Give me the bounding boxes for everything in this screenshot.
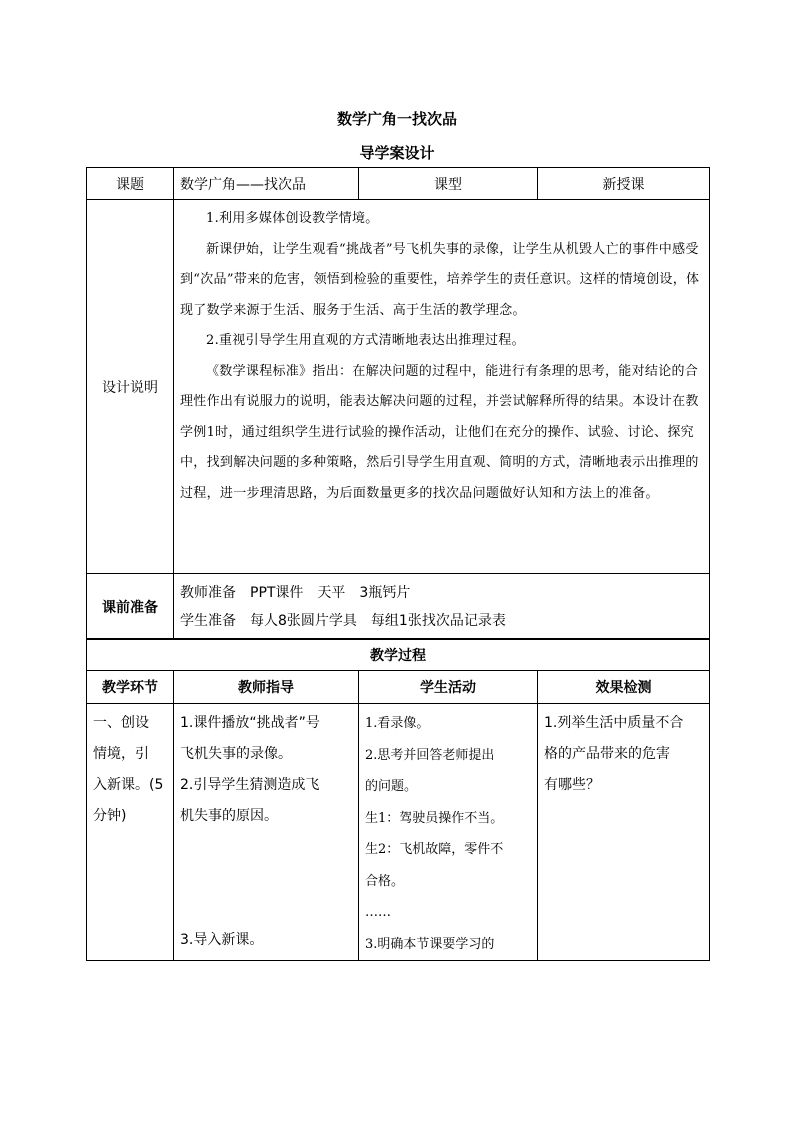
- teacher-line: 3.导入新课。: [180, 932, 264, 948]
- process-heading-row: [87, 639, 710, 671]
- design-paragraph-1: 1.利用多媒体创设教学情境。: [206, 211, 379, 226]
- effect-check: [538, 704, 710, 961]
- student-line: 合格。: [365, 873, 405, 889]
- teacher-guidance: [174, 704, 359, 961]
- lesson-type-label: 课型: [359, 168, 538, 200]
- process-step-row: [87, 704, 710, 961]
- step-name-line: 一、创设: [93, 715, 149, 731]
- student-line: ……: [365, 905, 391, 920]
- prep-row: [87, 574, 710, 640]
- design-paragraph-2: 新课伊始，让学生观看“挑战者”号飞机失事的录像，让学生从机毁人亡的事件中感受到“次品”带来的危害，领悟到检验的重要性，培养学生的责任意识。这样的情境创设，体现了数学来源于生活、服务于生活、高于生活的教学理念。: [180, 241, 700, 318]
- prep-label: 课前准备: [87, 574, 174, 640]
- document-subtitle: 导学案设计: [359, 144, 435, 162]
- check-line: 有哪些？: [544, 777, 600, 793]
- student-activity: [359, 704, 538, 961]
- student-line: 生2：飞机故障，零件不: [365, 842, 504, 857]
- teacher-line: 飞机失事的录像。: [180, 746, 292, 762]
- teacher-line: 机失事的原因。: [180, 808, 278, 824]
- col-header-student: 学生活动: [359, 671, 538, 704]
- topic-label: 课题: [87, 168, 174, 200]
- step-name: [87, 704, 174, 961]
- col-header-stage: 教学环节: [87, 671, 174, 704]
- process-column-headers: [87, 671, 710, 704]
- teacher-spacer: [180, 832, 354, 863]
- topic-value: 数学广角——找次品: [174, 168, 359, 200]
- step-name-line: 分钟): [93, 808, 127, 824]
- col-header-teacher: 教师指导: [174, 671, 359, 704]
- teacher-prep: 教师准备 PPT课件 天平 3瓶钙片: [180, 584, 411, 601]
- teacher-line: 1.课件播放“挑战者”号: [180, 715, 320, 731]
- check-line: 1.列举生活中质量不合: [544, 715, 684, 731]
- col-header-check: 效果检测: [538, 671, 710, 704]
- document-title: 数学广角一找次品: [336, 110, 457, 128]
- teacher-spacer: [180, 894, 354, 925]
- step-name-line: 情境，引: [93, 746, 149, 762]
- student-line: 的问题。: [365, 779, 418, 794]
- teacher-spacer: [180, 863, 354, 894]
- teacher-line: 2.引导学生猜测造成飞: [180, 777, 320, 793]
- teaching-process-table: [86, 638, 710, 961]
- design-paragraph-3: 2.重视引导学生用直观的方式清晰地表达出推理过程。: [206, 333, 525, 348]
- check-line: 格的产品带来的危害: [544, 746, 670, 762]
- student-line: 3.明确本节课要学习的: [365, 936, 495, 952]
- student-line: 1.看录像。: [365, 716, 430, 731]
- design-paragraph-4: 《数学课程标准》指出：在解决问题的过程中，能进行有条理的思考，能对结论的合理性作出有说服力的说明，能表达解决问题的过程，并尝试解释所得的结果。本设计在教学例1时，通过组织学生进行试验的操作活动，让他们在充分的操作、试验、讨论、探究中，找到解决问题的多种策略，然后引导学生用直观、简明的方式，清晰地表示出推理的过程，进一步理清思路，为后面数量更多的找次品问题做好认知和方法上的准备。: [180, 363, 699, 501]
- topic-row: [87, 168, 710, 200]
- student-line: 2.思考并回答老师提出: [365, 747, 495, 763]
- lesson-info-table: [86, 167, 710, 640]
- student-prep: 学生准备 每人8张圆片学具 每组1张找次品记录表: [180, 612, 506, 629]
- lesson-type-value: 新授课: [538, 168, 710, 200]
- design-label: 设计说明: [87, 200, 174, 574]
- prep-content: [174, 574, 710, 640]
- step-name-line: 入新课。(5: [93, 777, 164, 793]
- design-row: [87, 200, 710, 574]
- process-heading: 教学过程: [87, 639, 710, 671]
- design-notes: [174, 200, 710, 574]
- student-line: 生1：驾驶员操作不当。: [365, 810, 504, 826]
